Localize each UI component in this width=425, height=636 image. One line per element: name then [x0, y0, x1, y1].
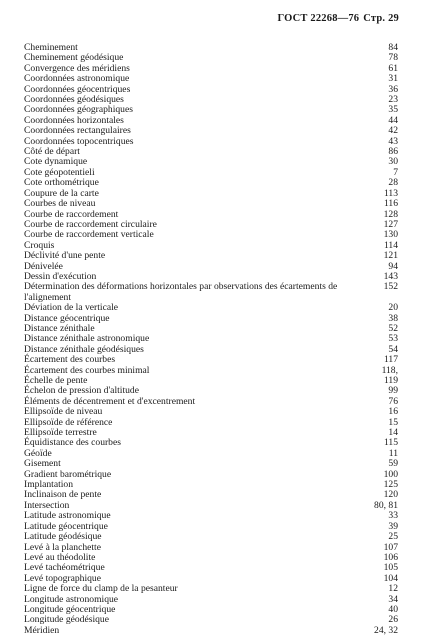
index-entry	[24, 449, 398, 459]
index-term: Distance zénithale astronomique	[24, 333, 150, 345]
index-page-ref: 130	[383, 229, 398, 241]
index-page-ref: 26	[388, 614, 398, 626]
index-page-ref: 14	[388, 427, 398, 439]
index-term: Latitude géodésique	[24, 531, 102, 543]
index-term: Longitude astronomique	[24, 593, 119, 605]
index-term: Détermination des déformations horizontales par observations des écartements de l'alignement	[24, 281, 338, 303]
index-page-ref: 34	[388, 593, 398, 605]
index-page-ref: 152	[383, 281, 398, 293]
index-term: Longitude géodésique	[24, 614, 109, 626]
index-term: Distance zénithale géodésiques	[24, 343, 144, 355]
index-term: Méridien	[24, 624, 60, 636]
index-term: Géoïde	[24, 447, 52, 459]
index-list	[24, 43, 398, 636]
index-term: Écartement des courbes minimal	[24, 364, 150, 376]
index-page-ref: 25	[388, 531, 398, 543]
index-term: Déclivité d'une pente	[24, 250, 106, 262]
page-header	[277, 13, 399, 24]
index-page-ref: 106	[383, 551, 398, 563]
index-page-ref: 100	[383, 468, 398, 480]
index-term: Échelle de pente	[24, 375, 88, 386]
index-page-ref: 128	[383, 208, 398, 220]
index-page-ref: 15	[388, 416, 398, 428]
index-page-ref: 120	[383, 489, 398, 501]
index-page-ref: 86	[388, 146, 398, 158]
index-page-ref: 115	[383, 437, 398, 449]
index-page-ref: 118,	[381, 364, 398, 376]
index-term: Distance zénithale	[24, 322, 95, 334]
index-entry	[24, 199, 398, 209]
index-entry	[24, 532, 398, 542]
index-page-ref: 80, 81	[374, 499, 398, 511]
index-page-ref: 94	[388, 260, 398, 272]
index-page-ref: 107	[383, 541, 398, 553]
index-term: Levé tachéométrique	[24, 562, 105, 574]
index-page-ref: 52	[388, 322, 398, 334]
index-term: Latitude astronomique	[24, 510, 111, 522]
index-term: Croquis	[24, 239, 55, 251]
index-page-ref: 11	[388, 447, 398, 459]
index-page-ref: 59	[388, 458, 398, 470]
index-entry	[24, 615, 398, 625]
index-term: Coupure de la carte	[24, 187, 99, 199]
index-term: Convergence des méridiens	[24, 62, 130, 74]
standard-number: ГОСТ 22268—76	[277, 13, 360, 24]
index-page-ref: 78	[388, 52, 398, 64]
index-page-ref: 24, 32	[374, 624, 398, 636]
index-term: Cheminement	[24, 42, 78, 53]
index-page-ref: 127	[383, 218, 398, 230]
index-page-ref: 113	[383, 187, 398, 199]
index-term: Ellipsoïde de référence	[24, 416, 113, 428]
index-page-ref: 84	[388, 42, 398, 53]
index-page-ref: 125	[383, 479, 398, 491]
index-page-ref: 16	[388, 406, 398, 418]
index-page-ref: 119	[383, 375, 398, 386]
index-term: Distance géocentrique	[24, 312, 110, 324]
index-entry	[24, 303, 398, 313]
index-term: Coordonnées géodésiques	[24, 94, 124, 106]
index-term: Latitude géocentrique	[24, 520, 108, 532]
index-page-ref: 33	[388, 510, 398, 522]
index-page-ref: 143	[383, 270, 398, 282]
index-page-ref: 114	[383, 239, 398, 251]
index-page-ref: 39	[388, 520, 398, 532]
index-page-ref: 105	[383, 562, 398, 574]
index-page-ref: 28	[388, 177, 398, 189]
index-page-ref: 36	[388, 83, 398, 95]
page-number: Стр. 29	[363, 13, 399, 24]
index-page-ref: 54	[388, 343, 398, 355]
index-page-ref: 7	[393, 166, 398, 178]
index-term: Dénivelée	[24, 260, 63, 272]
index-term: Coordonnées rectangulaires	[24, 125, 131, 137]
index-term: Coordonnées géocentriques	[24, 83, 131, 95]
index-term: Intersection	[24, 499, 70, 511]
index-term: Cheminement géodésique	[24, 52, 124, 64]
index-term: Cote dynamique	[24, 156, 88, 168]
index-entry	[24, 251, 398, 261]
index-page-ref: 42	[388, 125, 398, 137]
index-term: Ellipsoïde terrestre	[24, 427, 97, 439]
index-page-ref: 44	[388, 114, 398, 126]
index-term: Longitude géocentrique	[24, 603, 116, 615]
index-term: Dessin d'exécution	[24, 270, 97, 282]
index-term: Inclinaison de pente	[24, 489, 102, 501]
index-term: Ellipsoïde de niveau	[24, 406, 103, 418]
index-term: Éléments de décentrement et d'excentrement	[24, 395, 196, 407]
index-term: Déviation de la verticale	[24, 302, 119, 314]
index-page-ref: 53	[388, 333, 398, 345]
index-term: Coordonnées géographiques	[24, 104, 133, 116]
index-term: Cote géopotentieli	[24, 166, 95, 178]
index-term: Coordonnées horizontales	[24, 114, 124, 126]
index-entry	[24, 470, 398, 480]
index-term: Équidistance des courbes	[24, 437, 121, 449]
index-page-ref: 121	[383, 250, 398, 262]
index-term: Levé à la planchette	[24, 541, 101, 553]
index-term: Implantation	[24, 479, 74, 491]
index-term: Coordonnées topocentriques	[24, 135, 134, 147]
index-term: Courbe de raccordement verticale	[24, 229, 154, 241]
index-term: Gradient barométrique	[24, 468, 112, 480]
index-page-ref: 31	[388, 73, 398, 85]
index-term: Levé topographique	[24, 572, 101, 584]
index-page-ref: 43	[388, 135, 398, 147]
index-page-ref: 61	[388, 62, 398, 74]
index-page-ref: 30	[388, 156, 398, 168]
index-entry	[24, 584, 398, 594]
index-page-ref: 76	[388, 395, 398, 407]
index-term: Échelon de pression d'altitude	[24, 385, 139, 397]
index-term: Côté de départ	[24, 146, 80, 158]
index-page-ref: 23	[388, 94, 398, 106]
index-entry	[24, 490, 398, 500]
index-page-ref: 117	[383, 354, 398, 366]
index-term: Levé au théodolite	[24, 551, 96, 563]
index-term: Ligne de force du clamp de la pesanteur	[24, 583, 178, 595]
index-term: Courbe de raccordement circulaire	[24, 218, 157, 230]
index-page-ref: 38	[388, 312, 398, 324]
index-entry	[24, 137, 398, 147]
index-term: Coordonnées astronomique	[24, 73, 130, 85]
index-page-ref: 116	[383, 198, 398, 210]
index-page-ref: 12	[388, 583, 398, 595]
index-term: Gisement	[24, 458, 61, 470]
index-term: Cote orthométrique	[24, 177, 99, 189]
index-page-ref: 104	[383, 572, 398, 584]
index-page-ref: 99	[388, 385, 398, 397]
index-page-ref: 40	[388, 603, 398, 615]
index-entry	[24, 282, 398, 303]
index-page-ref: 20	[388, 302, 398, 314]
index-entry	[24, 230, 398, 240]
index-term: Courbes de niveau	[24, 198, 96, 210]
index-entry	[24, 438, 398, 448]
index-term: Courbe de raccordement	[24, 208, 119, 220]
index-term: Écartement des courbes	[24, 354, 116, 366]
index-page-ref: 35	[388, 104, 398, 116]
